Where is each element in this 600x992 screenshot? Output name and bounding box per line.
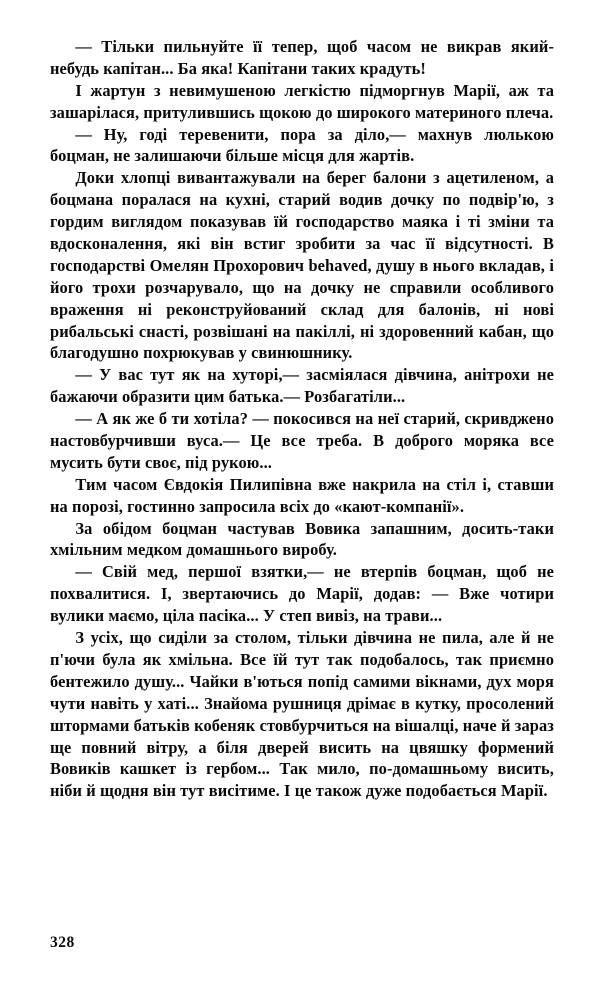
paragraph: — Ну, годі теревенити, пора за діло,— махнув люлькою боцман, не залишаючи більше місця для жартів. — [50, 124, 554, 166]
paragraph: — Свій мед, першої взятки,— не втерпів боцман, щоб не похвалитися. І, звертаючись до Марії, додав: — Вже чотири вулики маємо, ціла пасіка... У степ вивіз, на трави... — [50, 562, 554, 626]
page-body — [50, 36, 554, 802]
paragraph: За обідом боцман частував Вовика запашним, досить-таки хмільним медком домашнього виробу. — [50, 518, 554, 560]
page-number: 328 — [50, 934, 75, 951]
paragraph: З усіх, що сиділи за столом, тільки дівчина не пила, але й не п'ючи була як хмільна. Все їй тут так подобалось, так приємно бентежило душу... Чайки в'ються попід самими вікнами, дух моря чути навіть у хаті... Знайома рушниця дрімає в кутку, просолений штормами батьків кобеняк стовбурчиться на вішалці, наче й зараз ще повний вітру, а біля дверей висить на цвяшку формений Вовиків кашкет із гербом... Так мило, по-домашньому висить, ніби й щодня він тут висітиме. І це також дуже подобається Марії. — [50, 628, 554, 801]
paragraph: Тим часом Євдокія Пилипівна вже накрила на стіл і, ставши на порозі, гостинно запросила всіх до «кают-компанії». — [50, 474, 554, 516]
paragraph: — А як же б ти хотіла? — покосився на неї старий, скривджено настовбурчивши вуса.— Це все треба. В доброго моряка все мусить бути своє, під рукою... — [50, 409, 554, 472]
paragraph: — Тільки пильнуйте її тепер, щоб часом не викрав який-небудь капітан... Ба яка! Капітани таких крадуть! — [50, 37, 554, 78]
paragraph: — У вас тут як на хуторі,— засміялася дівчина, анітрохи не бажаючи образити цим батька.— Розбагатіли... — [50, 365, 554, 407]
paragraph: І жартун з невимушеною легкістю підморгнув Марії, аж та зашарілася, притулившись щокою до широкого материного плеча. — [50, 80, 554, 122]
paragraph: Доки хлопці вивантажували на берег балони з ацетиленом, а боцмана поралася на кухні, старий водив дочку по подвір'ю, з гордим виглядом показував їй господарство маяка і ті зміни та вдосконалення, які він встиг зробити за час її відсутності. В господарстві Омелян Прохорович behaved, душу в нього вкладав, і його трохи розчарувало, що на дочку не справили особливого враження ні реконструйований склад для балонів, ні нові рибальські снасті, розвішані на пакіллі, ні здоровенний кабан, що благодушно похрюкував у свинюшнику. — [50, 168, 554, 363]
